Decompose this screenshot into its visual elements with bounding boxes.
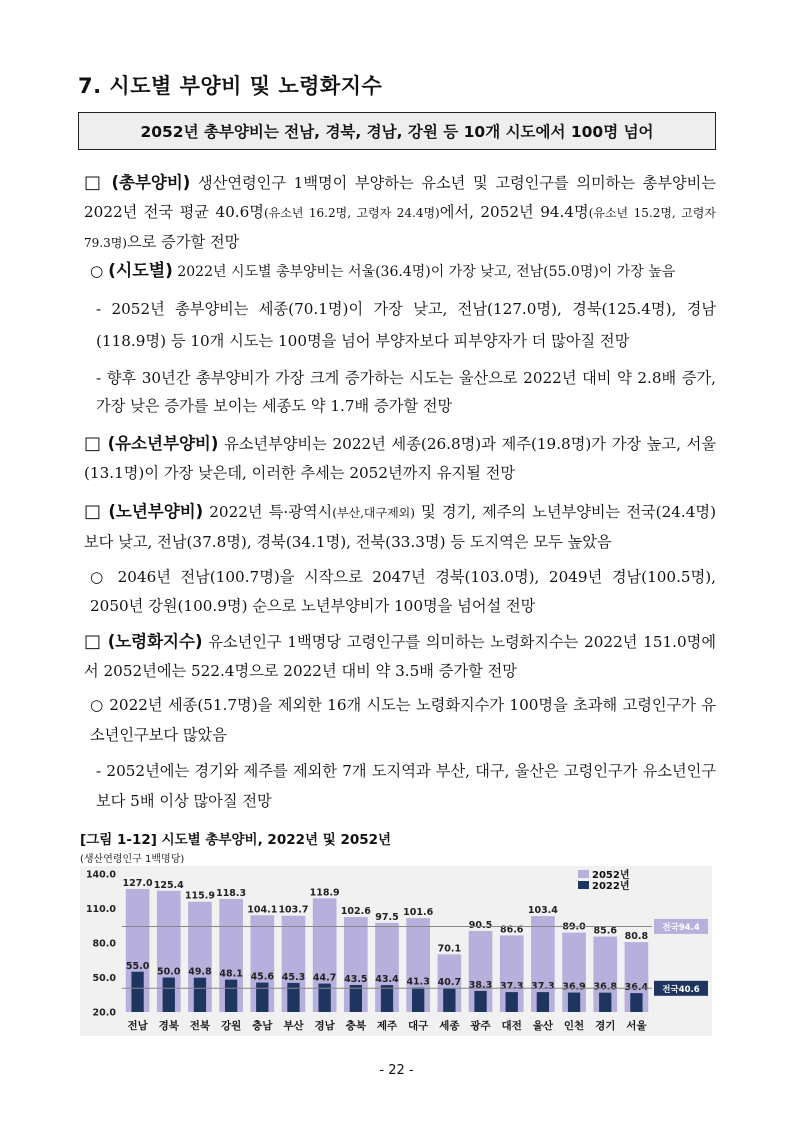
bar-2022 — [443, 988, 455, 1012]
data-label-2022: 50.0 — [157, 966, 181, 978]
category-label: 대구 — [408, 1020, 429, 1032]
category-label: 경남 — [314, 1020, 335, 1032]
bullet-sejong: ○ 2022년 세종(51.7명)을 제외한 16개 시도는 노령화지수가 100명을 초과해 고령인구가 유소년인구보다 많았음 — [90, 696, 716, 744]
data-label-2052: 102.6 — [340, 906, 371, 918]
dash-30year-increase: - 향후 30년간 총부양비가 가장 크게 증가하는 시도는 울산으로 2022년 대비 약 2.8배 증가, 가장 낮은 증가를 보이는 세종도 약 1.7배 증가할 전망 — [96, 369, 716, 415]
data-label-2022: 37.3 — [531, 981, 555, 993]
data-label-2022: 37.3 — [499, 981, 524, 993]
y-tick-label: 80.0 — [92, 938, 116, 950]
data-label-2052: 101.6 — [403, 907, 434, 919]
data-label-2052: 86.6 — [499, 924, 524, 936]
data-label-2052: 118.3 — [216, 887, 247, 899]
category-label: 강원 — [220, 1020, 242, 1032]
data-label-2022: 45.3 — [281, 971, 306, 983]
data-label-2052: 85.6 — [593, 925, 617, 937]
paragraph-old-age-dependency: □ (노년부양비) 2022년 특·광역시(부산,대구제외) 및 경기, 제주의 노년부양비는 전국(24.4명)보다 낮고, 전남(37.8명), 경북(34.1명), 전북(33.3명) 등 도지역은 모두 높았음 — [84, 501, 717, 551]
bar-2022 — [537, 992, 549, 1012]
category-label: 서울 — [626, 1020, 647, 1032]
bar-2022 — [599, 993, 611, 1012]
square-bullet: □ — [84, 433, 102, 454]
data-label-2052: 80.8 — [624, 931, 649, 943]
category-label: 부산 — [283, 1020, 304, 1032]
figure-title: [그림 1-12] 시도별 총부양비, 2022년 및 2052년 — [80, 832, 392, 848]
bar-2022 — [568, 993, 580, 1012]
data-label-2052: 104.1 — [247, 904, 278, 916]
data-label-2022: 49.8 — [188, 966, 212, 978]
circle-bullet: ○ — [90, 262, 104, 280]
data-label-2052: 115.9 — [184, 890, 215, 902]
category-label: 전남 — [127, 1020, 148, 1032]
legend-label: 2052년 — [592, 870, 630, 881]
paragraph-label: (노년부양비) — [108, 502, 204, 521]
data-label-2022: 43.5 — [344, 973, 368, 985]
data-label-2052: 70.1 — [437, 943, 462, 955]
bar-2022 — [474, 991, 486, 1012]
summary-box — [78, 112, 716, 150]
data-label-2052: 103.4 — [527, 905, 558, 917]
data-label-2022: 36.8 — [593, 981, 617, 993]
data-label-2022: 45.6 — [250, 971, 275, 983]
category-label: 세종 — [439, 1020, 460, 1032]
summary-text: 2052년 총부양비는 전남, 경북, 경남, 강원 등 10개 시도에서 100명 넘어 — [140, 123, 654, 141]
y-tick-label: 140.0 — [85, 869, 116, 881]
bar-2022 — [131, 972, 143, 1012]
page-number: - 22 - — [379, 1063, 414, 1078]
data-label-2052: 103.7 — [278, 904, 309, 916]
square-bullet: □ — [84, 631, 102, 652]
category-label: 대전 — [501, 1020, 522, 1032]
dash-2052-total: - 2052년 총부양비는 세종(70.1명)이 가장 낮고, 전남(127.0명), 경북(125.4명), 경남(118.9명) 등 10개 시도는 100명을 넘어 부양자보다 피부양자가 더 많아질 전망 — [96, 300, 716, 350]
paragraph-aging-index: □ (노령화지수) 유소년인구 1백명당 고령인구를 의미하는 노령화지수는 2022년 151.0명에서 2052년에는 522.4명으로 2022년 대비 약 3.5배 증가할 전망 — [84, 631, 716, 680]
data-label-2052: 125.4 — [153, 879, 184, 891]
data-label-2022: 48.1 — [219, 968, 243, 980]
bullet-over-100: ○ 2046년 전남(100.7명)을 시작으로 2047년 경북(103.0명), 2049년 경남(100.5명), 2050년 강원(100.9명) 순으로 노년부양비가 100명을 넘어설 전망 — [90, 568, 716, 615]
category-label: 인천 — [563, 1020, 585, 1032]
y-tick-label: 20.0 — [92, 1007, 116, 1019]
data-label-2022: 44.7 — [312, 972, 337, 984]
data-label-2022: 55.0 — [125, 960, 150, 972]
dependency-chart — [80, 866, 712, 1036]
category-label: 제주 — [376, 1020, 398, 1032]
circle-bullet: ○ — [90, 568, 108, 586]
paragraph-label: (총부양비) — [111, 173, 191, 192]
data-label-2052: 89.0 — [562, 921, 586, 933]
legend-label: 2022년 — [592, 881, 630, 892]
circle-bullet: ○ — [90, 696, 104, 714]
square-bullet: □ — [84, 501, 103, 522]
bar-2022 — [350, 985, 362, 1012]
data-label-2052: 90.5 — [468, 919, 493, 931]
bullet-label: (시도별) — [108, 261, 173, 281]
bar-2022 — [412, 988, 424, 1012]
data-label-2022: 38.3 — [468, 979, 493, 991]
legend-swatch — [578, 881, 589, 889]
category-label: 경북 — [158, 1020, 179, 1032]
paragraph-total-dependency: □ (총부양비) 생산연령인구 1백명이 부양하는 유소년 및 고령인구를 의미하는 총부양비는 2022년 전국 평균 40.6명(유소년 16.2명, 고령자 24.4명)에서, 2052년 94.4명(유소년 15.2명, 고령자 79.3명)으로 증가할 전망 — [84, 172, 717, 251]
section-heading: 7. 시도별 부양비 및 노령화지수 — [78, 74, 383, 98]
reference-label: 전국94.4 — [662, 922, 700, 933]
data-label-2052: 118.9 — [309, 887, 340, 899]
figure-subtitle: (생산연령인구 1백명당) — [80, 854, 185, 865]
bar-2022 — [381, 985, 393, 1012]
bar-2022 — [630, 993, 642, 1012]
paragraph-youth-dependency: □ (유소년부양비) 유소년부양비는 2022년 세종(26.8명)과 제주(19.8명)가 가장 높고, 서울(13.1명)이 가장 낮은데, 이러한 추세는 2052년까지 유지될 전망 — [84, 433, 716, 482]
data-label-2022: 36.4 — [624, 982, 649, 994]
bar-2022 — [225, 980, 237, 1012]
data-label-2022: 41.3 — [406, 976, 430, 988]
data-label-2052: 97.5 — [375, 911, 399, 923]
dash-2052-aging: - 2052년에는 경기와 제주를 제외한 7개 도지역과 부산, 대구, 울산은 고령인구가 유소년인구보다 5배 이상 많아질 전망 — [96, 762, 716, 810]
dash-bullet: - — [96, 369, 102, 387]
reference-label: 전국40.6 — [662, 984, 700, 995]
y-tick-label: 50.0 — [92, 973, 116, 984]
paragraph-label: (유소년부양비) — [107, 434, 219, 453]
category-label: 충남 — [252, 1020, 273, 1032]
category-label: 울산 — [532, 1020, 554, 1032]
category-label: 전북 — [189, 1020, 211, 1032]
data-label-2052: 127.0 — [122, 877, 153, 889]
bar-2022 — [256, 983, 268, 1012]
category-label: 경기 — [595, 1020, 616, 1032]
data-label-2022: 40.7 — [437, 977, 462, 989]
category-label: 광주 — [470, 1020, 491, 1032]
bullet-by-region: ○ (시도별) 2022년 시도별 총부양비는 서울(36.4명)이 가장 낮고, 전남(55.0명)이 가장 높음 — [90, 261, 676, 281]
data-label-2022: 36.9 — [562, 981, 586, 993]
paragraph-label: (노령화지수) — [107, 632, 203, 651]
category-label: 충북 — [345, 1020, 366, 1032]
dash-bullet: - — [96, 300, 102, 318]
bar-2022 — [163, 978, 175, 1013]
data-label-2022: 43.4 — [375, 974, 399, 986]
square-bullet: □ — [84, 172, 104, 193]
bar-2022 — [287, 983, 299, 1012]
y-tick-label: 110.0 — [85, 904, 116, 915]
dash-bullet: - — [96, 762, 102, 780]
legend-swatch — [578, 870, 589, 878]
bar-2022 — [506, 992, 518, 1012]
bar-2022 — [194, 978, 206, 1012]
